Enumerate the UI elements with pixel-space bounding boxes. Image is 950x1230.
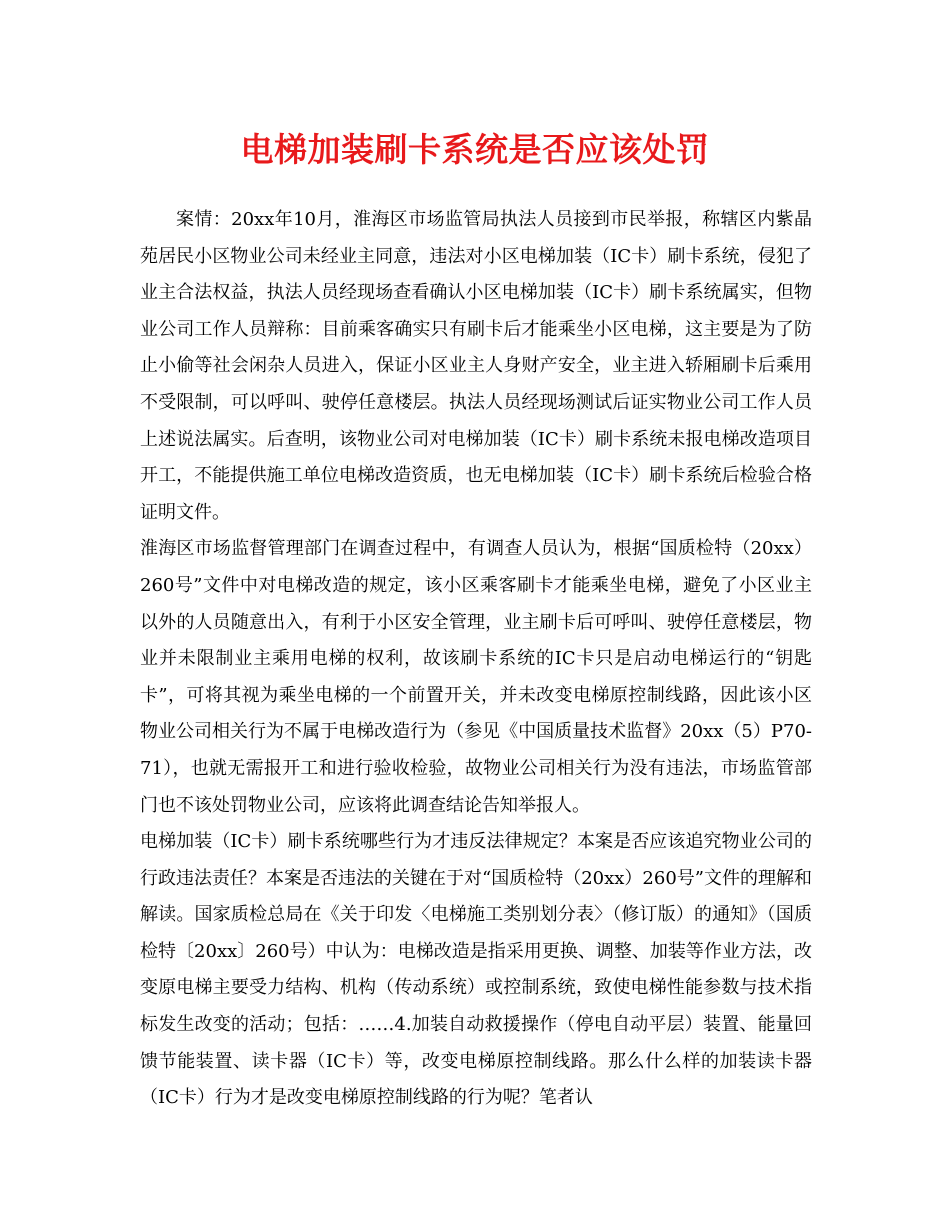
document-title: 电梯加装刷卡系统是否应该处罚 <box>240 130 710 169</box>
paragraph-case-facts: 案情：20xx年10月，淮海区市场监管局执法人员接到市民举报，称辖区内紫晶苑居民小区物业公司未经业主同意，违法对小区电梯加装（IC卡）刷卡系统，侵犯了业主合法权益，执法人员经现场查看确认小区电梯加装（IC卡）刷卡系统属实，但物业公司工作人员辩称：目前乘客确实只有刷卡后才能乘坐小区电梯，这主要是为了防止小偷等社会闲杂人员进入，保证小区业主人身财产安全，业主进入轿厢刷卡后乘用不受限制，可以呼叫、驶停任意楼层。执法人员经现场测试后证实物业公司工作人员上述说法属实。后查明，该物业公司对电梯加装（IC卡）刷卡系统未报电梯改造项目开工，不能提供施工单位电梯改造资质，也无电梯加装（IC卡）刷卡系统后检验合格证明文件。 <box>140 209 812 523</box>
paragraph-investigation-view: 淮海区市场监督管理部门在调查过程中，有调查人员认为，根据“国质检特（20xx）260号”文件中对电梯改造的规定，该小区乘客刷卡才能乘坐电梯，避免了小区业主以外的人员随意出入，有利于小区安全管理，业主刷卡后可呼叫、驶停任意楼层，物业并未限制业主乘用电梯的权利，故该刷卡系统的IC卡只是启动电梯运行的“钥匙卡”，可将其视为乘坐电梯的一个前置开关，并未改变电梯原控制线路，因此该小区物业公司相关行为不属于电梯改造行为（参见《中国质量技术监督》20xx（5）P70-71），也就无需报开工和进行验收检验，故物业公司相关行为没有违法，市场监管部门也不该处罚物业公司，应该将此调查结论告知举报人。 <box>140 538 812 816</box>
document-body <box>140 202 812 1117</box>
paragraph-legal-analysis: 电梯加装（IC卡）刷卡系统哪些行为才违反法律规定？本案是否应该追究物业公司的行政违法责任？本案是否违法的关键在于对“国质检特（20xx）260号”文件的理解和解读。国家质检总局在《关于印发〈电梯施工类别划分表〉（修订版）的通知》（国质检特〔20xx〕260号）中认为：电梯改造是指采用更换、调整、加装等作业方法，改变原电梯主要受力结构、机构（传动系统）或控制系统，致使电梯性能参数与技术指标发生改变的活动；包括：……4.加装自动救援操作（停电自动平层）装置、能量回馈节能装置、读卡器（IC卡）等，改变电梯原控制线路。那么什么样的加装读卡器（IC卡）行为才是改变电梯原控制线路的行为呢？笔者认 <box>140 831 812 1109</box>
